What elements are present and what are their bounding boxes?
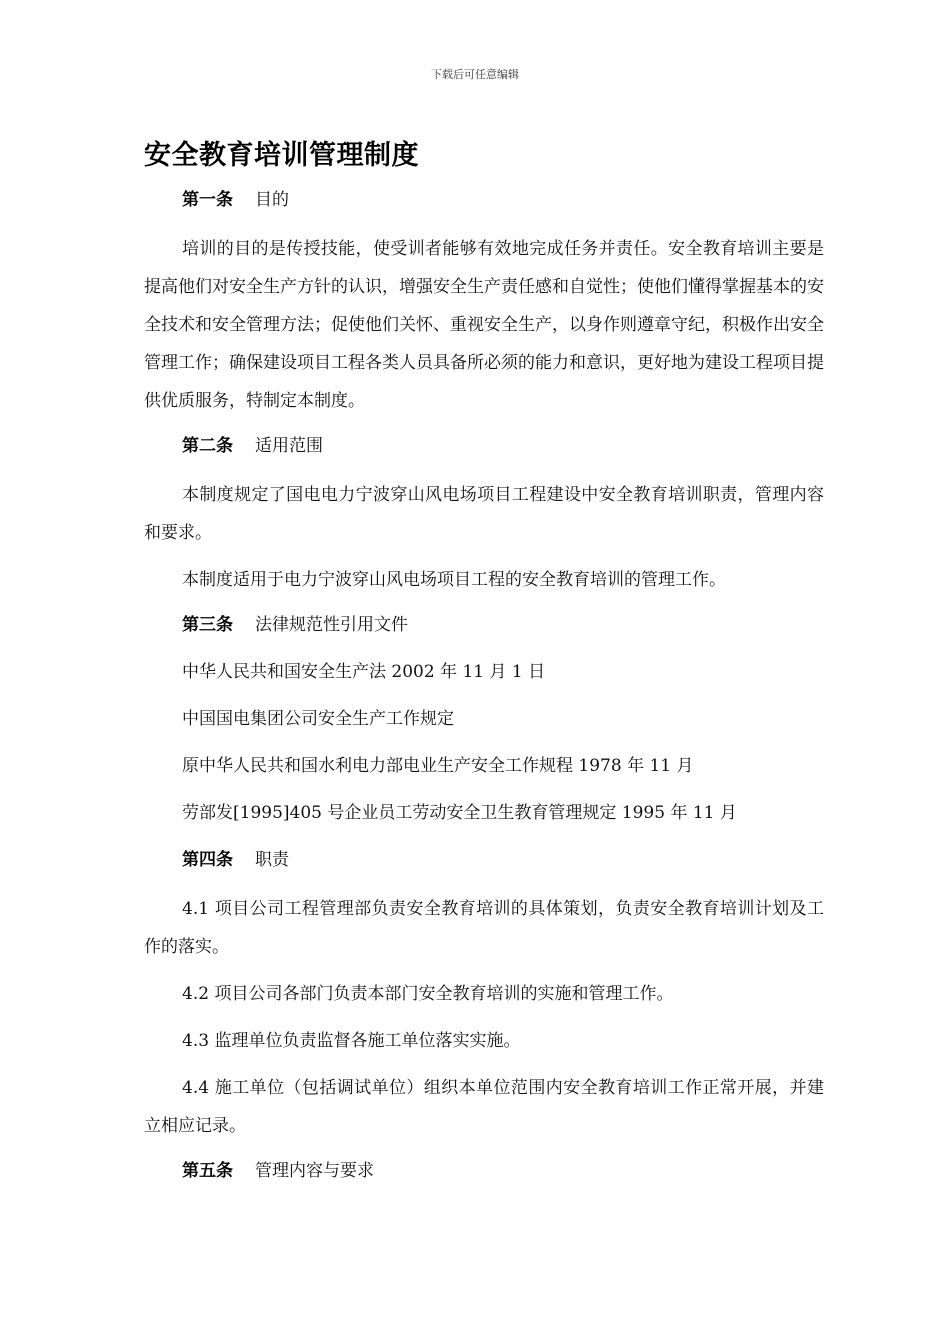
article-3-heading [144, 608, 824, 642]
article-1-paragraph: 培训的目的是传授技能，使受训者能够有效地完成任务并责任。安全教育培训主要是提高他们对安全生产方针的认识，增强安全生产责任感和自觉性；使他们懂得掌握基本的安全技术和安全管理方法；促使他们关怀、重视安全生产，以身作则遵章守纪，积极作出安全管理工作；确保建设项目工程各类人员具备所必须的能力和意识，更好地为建设工程项目提供优质服务，特制定本制度。 [144, 239, 824, 411]
responsibility-item: 4.3 监理单位负责监督各施工单位落实实施。 [182, 1031, 521, 1051]
article-3-title: 法律规范性引用文件 [255, 615, 408, 635]
article-2-heading [144, 429, 824, 463]
article-2-title: 适用范围 [255, 436, 323, 456]
article-1-label: 第一条 [182, 190, 233, 210]
article-4-label: 第四条 [182, 850, 233, 870]
document-title: 安全教育培训管理制度 [144, 140, 419, 171]
reference-document: 中国国电集团公司安全生产工作规定 [182, 709, 454, 729]
article-1-heading [144, 183, 824, 217]
article-5-label: 第五条 [182, 1161, 233, 1181]
article-1-title: 目的 [255, 190, 289, 210]
article-5-heading [144, 1154, 824, 1188]
article-4-title: 职责 [255, 850, 289, 870]
article-4-heading [144, 843, 824, 877]
reference-document: 原中华人民共和国水利电力部电业生产安全工作规程 1978 年 11 月 [182, 756, 694, 776]
reference-document: 劳部发[1995]405 号企业员工劳动安全卫生教育管理规定 1995 年 11 月 [182, 803, 737, 823]
responsibility-item: 4.1 项目公司工程管理部负责安全教育培训的具体策划，负责安全教育培训计划及工作的落实。 [144, 899, 824, 957]
reference-document: 中华人民共和国安全生产法 2002 年 11 月 1 日 [182, 662, 546, 682]
article-3-label: 第三条 [182, 615, 233, 635]
page-header: 下载后可任意编辑 [431, 68, 519, 81]
article-5-title: 管理内容与要求 [255, 1161, 374, 1181]
article-2-paragraph-2: 本制度适用于电力宁波穿山风电场项目工程的安全教育培训的管理工作。 [182, 570, 726, 590]
article-2-paragraph-1: 本制度规定了国电电力宁波穿山风电场项目工程建设中安全教育培训职责，管理内容和要求。 [144, 485, 824, 543]
document-body [144, 183, 824, 1201]
responsibility-item: 4.2 项目公司各部门负责本部门安全教育培训的实施和管理工作。 [182, 984, 674, 1004]
article-2-label: 第二条 [182, 436, 233, 456]
responsibility-item: 4.4 施工单位（包括调试单位）组织本单位范围内安全教育培训工作正常开展，并建立相应记录。 [144, 1078, 824, 1136]
